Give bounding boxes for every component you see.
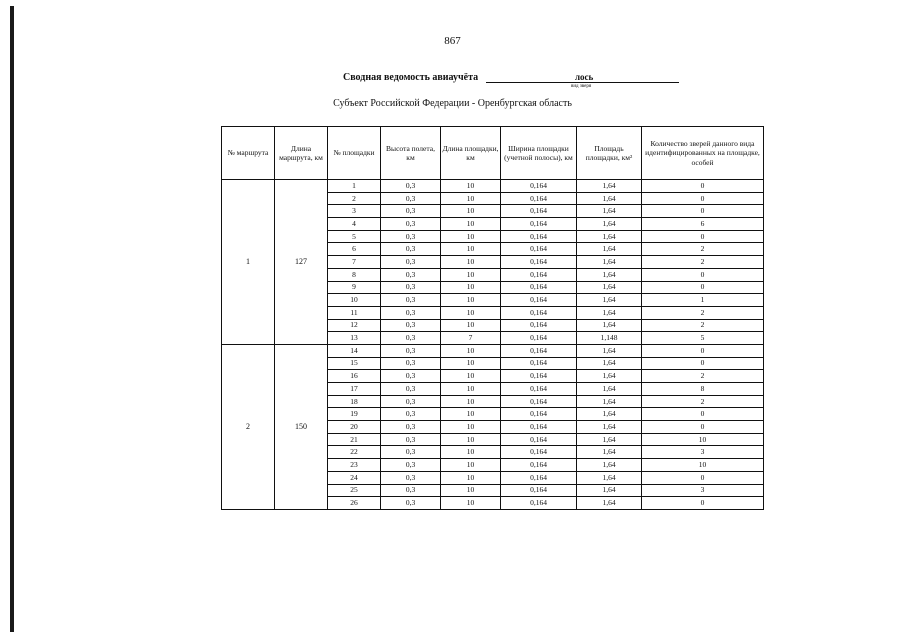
plot-area-cell: 1,64 bbox=[577, 357, 642, 370]
plot-area-cell: 1,64 bbox=[577, 471, 642, 484]
animal-count-cell: 3 bbox=[642, 446, 764, 459]
plot-area-cell: 1,64 bbox=[577, 383, 642, 396]
plot-number-cell: 22 bbox=[328, 446, 381, 459]
plot-width-cell: 0,164 bbox=[501, 408, 577, 421]
plot-number-cell: 15 bbox=[328, 357, 381, 370]
plot-width-cell: 0,164 bbox=[501, 180, 577, 193]
plot-number-cell: 7 bbox=[328, 256, 381, 269]
plot-length-cell: 10 bbox=[441, 446, 501, 459]
plot-number-cell: 23 bbox=[328, 459, 381, 472]
altitude-cell: 0,3 bbox=[381, 319, 441, 332]
plot-width-cell: 0,164 bbox=[501, 421, 577, 434]
route-length-cell: 127 bbox=[275, 180, 328, 345]
plot-length-cell: 10 bbox=[441, 497, 501, 510]
altitude-cell: 0,3 bbox=[381, 357, 441, 370]
plot-width-cell: 0,164 bbox=[501, 370, 577, 383]
plot-length-cell: 10 bbox=[441, 395, 501, 408]
plot-width-cell: 0,164 bbox=[501, 459, 577, 472]
animal-count-cell: 0 bbox=[642, 497, 764, 510]
plot-number-cell: 2 bbox=[328, 192, 381, 205]
plot-area-cell: 1,64 bbox=[577, 218, 642, 231]
animal-count-cell: 0 bbox=[642, 192, 764, 205]
plot-width-cell: 0,164 bbox=[501, 306, 577, 319]
altitude-cell: 0,3 bbox=[381, 180, 441, 193]
plot-length-cell: 10 bbox=[441, 192, 501, 205]
altitude-cell: 0,3 bbox=[381, 294, 441, 307]
plot-number-cell: 10 bbox=[328, 294, 381, 307]
page-number: 867 bbox=[444, 35, 461, 47]
header-plot-number: № площадки bbox=[328, 127, 381, 180]
header-plot-width: Ширина площадки (учетной полосы), км bbox=[501, 127, 577, 180]
plot-number-cell: 18 bbox=[328, 395, 381, 408]
plot-length-cell: 10 bbox=[441, 459, 501, 472]
plot-length-cell: 10 bbox=[441, 205, 501, 218]
altitude-cell: 0,3 bbox=[381, 459, 441, 472]
plot-number-cell: 19 bbox=[328, 408, 381, 421]
plot-number-cell: 20 bbox=[328, 421, 381, 434]
document-title bbox=[343, 72, 679, 88]
table-header-row bbox=[222, 127, 764, 180]
plot-length-cell: 10 bbox=[441, 370, 501, 383]
plot-number-cell: 8 bbox=[328, 268, 381, 281]
altitude-cell: 0,3 bbox=[381, 471, 441, 484]
altitude-cell: 0,3 bbox=[381, 344, 441, 357]
table-row bbox=[222, 180, 764, 193]
animal-count-cell: 0 bbox=[642, 344, 764, 357]
header-plot-length: Длина площадки, км bbox=[441, 127, 501, 180]
plot-number-cell: 26 bbox=[328, 497, 381, 510]
plot-length-cell: 10 bbox=[441, 218, 501, 231]
altitude-cell: 0,3 bbox=[381, 306, 441, 319]
plot-number-cell: 24 bbox=[328, 471, 381, 484]
animal-count-cell: 2 bbox=[642, 395, 764, 408]
route-number-cell: 2 bbox=[222, 344, 275, 509]
plot-area-cell: 1,64 bbox=[577, 344, 642, 357]
altitude-cell: 0,3 bbox=[381, 408, 441, 421]
route-length-cell: 150 bbox=[275, 344, 328, 509]
animal-count-cell: 0 bbox=[642, 230, 764, 243]
animal-count-cell: 3 bbox=[642, 484, 764, 497]
plot-area-cell: 1,64 bbox=[577, 230, 642, 243]
table-body bbox=[222, 180, 764, 510]
altitude-cell: 0,3 bbox=[381, 230, 441, 243]
plot-number-cell: 12 bbox=[328, 319, 381, 332]
plot-length-cell: 10 bbox=[441, 471, 501, 484]
title-label: Сводная ведомость авиаучёта bbox=[343, 72, 479, 83]
animal-count-cell: 2 bbox=[642, 306, 764, 319]
plot-number-cell: 9 bbox=[328, 281, 381, 294]
subject-line: Субъект Российской Федерации - Оренбургская область bbox=[333, 98, 572, 109]
altitude-cell: 0,3 bbox=[381, 192, 441, 205]
plot-number-cell: 13 bbox=[328, 332, 381, 345]
plot-length-cell: 7 bbox=[441, 332, 501, 345]
plot-area-cell: 1,64 bbox=[577, 268, 642, 281]
animal-count-cell: 0 bbox=[642, 268, 764, 281]
plot-width-cell: 0,164 bbox=[501, 294, 577, 307]
plot-area-cell: 1,64 bbox=[577, 205, 642, 218]
plot-width-cell: 0,164 bbox=[501, 319, 577, 332]
animal-count-cell: 10 bbox=[642, 459, 764, 472]
altitude-cell: 0,3 bbox=[381, 421, 441, 434]
plot-area-cell: 1,64 bbox=[577, 370, 642, 383]
plot-area-cell: 1,64 bbox=[577, 256, 642, 269]
plot-length-cell: 10 bbox=[441, 344, 501, 357]
plot-area-cell: 1,64 bbox=[577, 294, 642, 307]
header-flight-altitude: Высота полета, км bbox=[381, 127, 441, 180]
plot-number-cell: 11 bbox=[328, 306, 381, 319]
header-animal-count: Количество зверей данного вида идентифицированных на площадке, особей bbox=[642, 127, 764, 180]
plot-length-cell: 10 bbox=[441, 433, 501, 446]
altitude-cell: 0,3 bbox=[381, 243, 441, 256]
route-number-cell: 1 bbox=[222, 180, 275, 345]
altitude-cell: 0,3 bbox=[381, 281, 441, 294]
animal-count-cell: 2 bbox=[642, 243, 764, 256]
plot-number-cell: 21 bbox=[328, 433, 381, 446]
plot-area-cell: 1,64 bbox=[577, 306, 642, 319]
plot-width-cell: 0,164 bbox=[501, 281, 577, 294]
header-route-length: Длина маршрута, км bbox=[275, 127, 328, 180]
plot-width-cell: 0,164 bbox=[501, 484, 577, 497]
plot-width-cell: 0,164 bbox=[501, 383, 577, 396]
plot-width-cell: 0,164 bbox=[501, 344, 577, 357]
animal-count-cell: 10 bbox=[642, 433, 764, 446]
altitude-cell: 0,3 bbox=[381, 268, 441, 281]
altitude-cell: 0,3 bbox=[381, 484, 441, 497]
header-plot-area bbox=[577, 127, 642, 180]
plot-width-cell: 0,164 bbox=[501, 357, 577, 370]
animal-count-cell: 0 bbox=[642, 205, 764, 218]
altitude-cell: 0,3 bbox=[381, 218, 441, 231]
plot-width-cell: 0,164 bbox=[501, 256, 577, 269]
altitude-cell: 0,3 bbox=[381, 383, 441, 396]
plot-length-cell: 10 bbox=[441, 243, 501, 256]
plot-width-cell: 0,164 bbox=[501, 205, 577, 218]
altitude-cell: 0,3 bbox=[381, 332, 441, 345]
plot-number-cell: 4 bbox=[328, 218, 381, 231]
plot-area-cell: 1,64 bbox=[577, 446, 642, 459]
animal-count-cell: 5 bbox=[642, 332, 764, 345]
animal-count-cell: 2 bbox=[642, 370, 764, 383]
plot-width-cell: 0,164 bbox=[501, 433, 577, 446]
altitude-cell: 0,3 bbox=[381, 256, 441, 269]
plot-length-cell: 10 bbox=[441, 408, 501, 421]
plot-length-cell: 10 bbox=[441, 383, 501, 396]
plot-length-cell: 10 bbox=[441, 180, 501, 193]
animal-count-cell: 0 bbox=[642, 408, 764, 421]
plot-area-cell: 1,64 bbox=[577, 319, 642, 332]
plot-length-cell: 10 bbox=[441, 319, 501, 332]
plot-length-cell: 10 bbox=[441, 306, 501, 319]
title-underline bbox=[486, 82, 679, 83]
plot-length-cell: 10 bbox=[441, 256, 501, 269]
animal-count-cell: 0 bbox=[642, 471, 764, 484]
plot-length-cell: 10 bbox=[441, 268, 501, 281]
animal-count-cell: 0 bbox=[642, 281, 764, 294]
animal-count-cell: 0 bbox=[642, 180, 764, 193]
plot-area-cell: 1,64 bbox=[577, 421, 642, 434]
plot-area-cell: 1,64 bbox=[577, 281, 642, 294]
plot-number-cell: 5 bbox=[328, 230, 381, 243]
plot-length-cell: 10 bbox=[441, 230, 501, 243]
plot-length-cell: 10 bbox=[441, 357, 501, 370]
animal-count-cell: 2 bbox=[642, 256, 764, 269]
plot-area-cell: 1,64 bbox=[577, 243, 642, 256]
header-plot-area-text: Площадь площадки, км² bbox=[585, 143, 633, 162]
species-value: лось bbox=[575, 72, 594, 82]
plot-area-cell: 1,148 bbox=[577, 332, 642, 345]
animal-count-cell: 1 bbox=[642, 294, 764, 307]
plot-number-cell: 17 bbox=[328, 383, 381, 396]
plot-width-cell: 0,164 bbox=[501, 471, 577, 484]
plot-area-cell: 1,64 bbox=[577, 395, 642, 408]
altitude-cell: 0,3 bbox=[381, 446, 441, 459]
plot-width-cell: 0,164 bbox=[501, 332, 577, 345]
survey-table bbox=[221, 126, 764, 510]
plot-number-cell: 3 bbox=[328, 205, 381, 218]
altitude-cell: 0,3 bbox=[381, 370, 441, 383]
plot-width-cell: 0,164 bbox=[501, 192, 577, 205]
plot-number-cell: 25 bbox=[328, 484, 381, 497]
plot-area-cell: 1,64 bbox=[577, 459, 642, 472]
plot-area-cell: 1,64 bbox=[577, 192, 642, 205]
table-row bbox=[222, 344, 764, 357]
species-caption: вид зверя bbox=[571, 84, 592, 89]
plot-area-cell: 1,64 bbox=[577, 433, 642, 446]
plot-width-cell: 0,164 bbox=[501, 268, 577, 281]
animal-count-cell: 2 bbox=[642, 319, 764, 332]
altitude-cell: 0,3 bbox=[381, 433, 441, 446]
plot-length-cell: 10 bbox=[441, 281, 501, 294]
animal-count-cell: 0 bbox=[642, 357, 764, 370]
altitude-cell: 0,3 bbox=[381, 497, 441, 510]
plot-width-cell: 0,164 bbox=[501, 395, 577, 408]
plot-width-cell: 0,164 bbox=[501, 218, 577, 231]
plot-length-cell: 10 bbox=[441, 294, 501, 307]
plot-length-cell: 10 bbox=[441, 421, 501, 434]
plot-area-cell: 1,64 bbox=[577, 497, 642, 510]
plot-width-cell: 0,164 bbox=[501, 230, 577, 243]
animal-count-cell: 6 bbox=[642, 218, 764, 231]
plot-length-cell: 10 bbox=[441, 484, 501, 497]
plot-number-cell: 14 bbox=[328, 344, 381, 357]
animal-count-cell: 8 bbox=[642, 383, 764, 396]
animal-count-cell: 0 bbox=[642, 421, 764, 434]
plot-area-cell: 1,64 bbox=[577, 408, 642, 421]
plot-width-cell: 0,164 bbox=[501, 497, 577, 510]
plot-number-cell: 1 bbox=[328, 180, 381, 193]
altitude-cell: 0,3 bbox=[381, 395, 441, 408]
plot-width-cell: 0,164 bbox=[501, 446, 577, 459]
plot-area-cell: 1,64 bbox=[577, 484, 642, 497]
altitude-cell: 0,3 bbox=[381, 205, 441, 218]
plot-number-cell: 16 bbox=[328, 370, 381, 383]
plot-area-cell: 1,64 bbox=[577, 180, 642, 193]
header-route-number: № маршрута bbox=[222, 127, 275, 180]
plot-number-cell: 6 bbox=[328, 243, 381, 256]
plot-width-cell: 0,164 bbox=[501, 243, 577, 256]
